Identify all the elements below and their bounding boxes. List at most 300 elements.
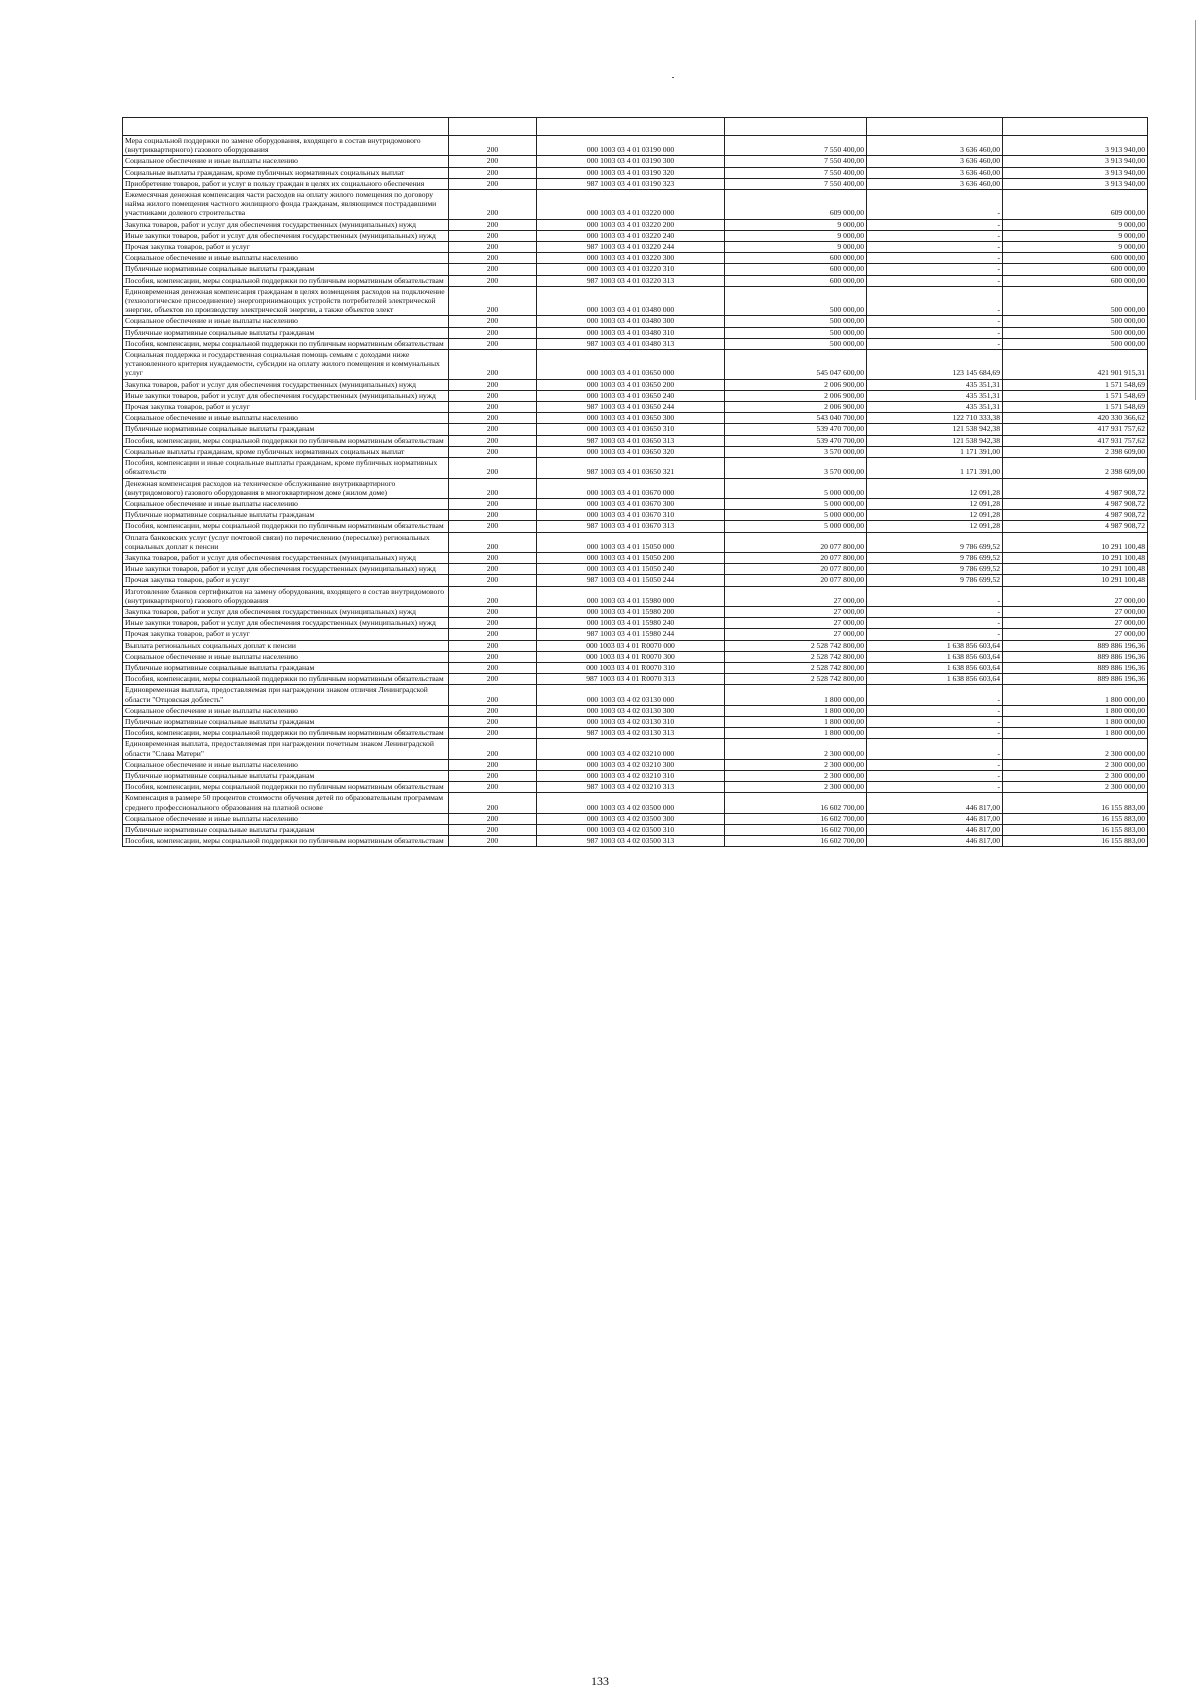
table-row bbox=[123, 286, 1148, 316]
row-remaining-amount-cell: 4 987 908,72 bbox=[1003, 498, 1148, 509]
table-row bbox=[123, 478, 1148, 498]
row-name-cell: Пособия, компенсации и иные социальные выплаты гражданам, кроме публичных нормативных обязательств bbox=[123, 458, 449, 478]
row-budget-code-cell: 000 1003 03 4 01 03650 000 bbox=[537, 350, 725, 380]
row-remaining-amount-cell: 4 987 908,72 bbox=[1003, 521, 1148, 532]
row-remaining-amount-cell: 600 000,00 bbox=[1003, 253, 1148, 264]
table-row bbox=[123, 640, 1148, 651]
table-row bbox=[123, 264, 1148, 275]
row-remaining-amount-cell: 417 931 757,62 bbox=[1003, 435, 1148, 446]
row-executed-amount-cell: 3 636 460,00 bbox=[867, 156, 1003, 167]
row-admin-code-cell: 200 bbox=[449, 606, 537, 617]
row-executed-amount-cell: - bbox=[867, 606, 1003, 617]
table-row bbox=[123, 552, 1148, 563]
table-row bbox=[123, 618, 1148, 629]
row-budget-code-cell: 000 1003 03 4 01 R0070 310 bbox=[537, 662, 725, 673]
row-remaining-amount-cell: 600 000,00 bbox=[1003, 275, 1148, 286]
row-name-cell: Закупка товаров, работ и услуг для обеспечения государственных (муниципальных) нужд bbox=[123, 606, 449, 617]
table-row bbox=[123, 716, 1148, 727]
row-remaining-amount-cell: 3 913 940,00 bbox=[1003, 167, 1148, 178]
row-executed-amount-cell: - bbox=[867, 253, 1003, 264]
row-budget-code-cell: 000 1003 03 4 01 03670 000 bbox=[537, 478, 725, 498]
row-remaining-amount-cell: 500 000,00 bbox=[1003, 327, 1148, 338]
table-row bbox=[123, 219, 1148, 230]
row-approved-amount-cell: 1 800 000,00 bbox=[725, 705, 867, 716]
row-executed-amount-cell: 121 538 942,38 bbox=[867, 424, 1003, 435]
row-name-cell: Публичные нормативные социальные выплаты гражданам bbox=[123, 770, 449, 781]
row-budget-code-cell: 000 1003 03 4 02 03210 300 bbox=[537, 759, 725, 770]
row-admin-code-cell: 200 bbox=[449, 716, 537, 727]
row-remaining-amount-cell: 1 800 000,00 bbox=[1003, 716, 1148, 727]
row-remaining-amount-cell: 27 000,00 bbox=[1003, 629, 1148, 640]
row-name-cell: Социальное обеспечение и иные выплаты населению bbox=[123, 316, 449, 327]
row-name-cell: Социальные выплаты гражданам, кроме публичных нормативных социальных выплат bbox=[123, 446, 449, 457]
row-approved-amount-cell: 20 077 800,00 bbox=[725, 564, 867, 575]
table-row bbox=[123, 167, 1148, 178]
row-admin-code-cell: 200 bbox=[449, 219, 537, 230]
row-name-cell: Пособия, компенсации, меры социальной поддержки по публичным нормативным обязательствам bbox=[123, 521, 449, 532]
row-budget-code-cell: 000 1003 03 4 01 03650 320 bbox=[537, 446, 725, 457]
table-row bbox=[123, 178, 1148, 189]
row-executed-amount-cell: 3 636 460,00 bbox=[867, 178, 1003, 189]
row-approved-amount-cell: 500 000,00 bbox=[725, 316, 867, 327]
row-remaining-amount-cell: 1 571 548,69 bbox=[1003, 390, 1148, 401]
scan-mark bbox=[672, 77, 674, 78]
row-admin-code-cell: 200 bbox=[449, 662, 537, 673]
row-admin-code-cell: 200 bbox=[449, 390, 537, 401]
row-remaining-amount-cell: 27 000,00 bbox=[1003, 586, 1148, 606]
row-approved-amount-cell: 16 602 700,00 bbox=[725, 793, 867, 813]
row-name-cell: Иные закупки товаров, работ и услуг для обеспечения государственных (муниципальных) нужд bbox=[123, 390, 449, 401]
row-name-cell: Социальные выплаты гражданам, кроме публичных нормативных социальных выплат bbox=[123, 167, 449, 178]
table-row bbox=[123, 413, 1148, 424]
row-executed-amount-cell: 1 638 856 603,64 bbox=[867, 640, 1003, 651]
row-budget-code-cell: 987 1003 03 4 01 03220 313 bbox=[537, 275, 725, 286]
row-remaining-amount-cell: 10 291 100,48 bbox=[1003, 575, 1148, 586]
table-row bbox=[123, 651, 1148, 662]
row-approved-amount-cell: 3 570 000,00 bbox=[725, 446, 867, 457]
row-approved-amount-cell: 27 000,00 bbox=[725, 629, 867, 640]
row-name-cell: Пособия, компенсации, меры социальной поддержки по публичным нормативным обязательствам bbox=[123, 674, 449, 685]
row-budget-code-cell: 000 1003 03 4 01 03190 000 bbox=[537, 136, 725, 156]
row-remaining-amount-cell: 1 571 548,69 bbox=[1003, 402, 1148, 413]
row-approved-amount-cell: 600 000,00 bbox=[725, 253, 867, 264]
row-budget-code-cell: 000 1003 03 4 01 03650 310 bbox=[537, 424, 725, 435]
row-approved-amount-cell: 500 000,00 bbox=[725, 286, 867, 316]
row-budget-code-cell: 000 1003 03 4 02 03130 310 bbox=[537, 716, 725, 727]
row-admin-code-cell: 200 bbox=[449, 685, 537, 705]
row-admin-code-cell: 200 bbox=[449, 424, 537, 435]
budget-execution-table bbox=[122, 117, 1148, 847]
row-remaining-amount-cell: 2 300 000,00 bbox=[1003, 770, 1148, 781]
row-remaining-amount-cell: 421 901 915,31 bbox=[1003, 350, 1148, 380]
row-remaining-amount-cell: 889 886 196,36 bbox=[1003, 651, 1148, 662]
row-executed-amount-cell: 9 786 699,52 bbox=[867, 552, 1003, 563]
table-row bbox=[123, 253, 1148, 264]
row-executed-amount-cell: - bbox=[867, 242, 1003, 253]
row-name-cell: Публичные нормативные социальные выплаты гражданам bbox=[123, 327, 449, 338]
row-executed-amount-cell: 12 091,28 bbox=[867, 510, 1003, 521]
row-approved-amount-cell: 20 077 800,00 bbox=[725, 575, 867, 586]
row-remaining-amount-cell: 9 000,00 bbox=[1003, 219, 1148, 230]
row-name-cell: Публичные нормативные социальные выплаты гражданам bbox=[123, 510, 449, 521]
row-approved-amount-cell: 5 000 000,00 bbox=[725, 498, 867, 509]
row-approved-amount-cell: 7 550 400,00 bbox=[725, 156, 867, 167]
row-admin-code-cell: 200 bbox=[449, 253, 537, 264]
row-remaining-amount-cell: 4 987 908,72 bbox=[1003, 478, 1148, 498]
row-approved-amount-cell: 20 077 800,00 bbox=[725, 552, 867, 563]
row-approved-amount-cell: 7 550 400,00 bbox=[725, 178, 867, 189]
row-executed-amount-cell: - bbox=[867, 685, 1003, 705]
row-admin-code-cell: 200 bbox=[449, 190, 537, 220]
row-remaining-amount-cell: 16 155 883,00 bbox=[1003, 813, 1148, 824]
row-approved-amount-cell: 9 000,00 bbox=[725, 230, 867, 241]
row-name-cell: Социальное обеспечение и иные выплаты населению bbox=[123, 156, 449, 167]
row-budget-code-cell: 000 1003 03 4 01 03220 240 bbox=[537, 230, 725, 241]
table-row bbox=[123, 136, 1148, 156]
row-budget-code-cell: 000 1003 03 4 01 03480 300 bbox=[537, 316, 725, 327]
row-executed-amount-cell: 446 817,00 bbox=[867, 836, 1003, 847]
row-approved-amount-cell: 2 528 742 800,00 bbox=[725, 640, 867, 651]
row-name-cell: Публичные нормативные социальные выплаты гражданам bbox=[123, 662, 449, 673]
row-budget-code-cell: 000 1003 03 4 01 03650 300 bbox=[537, 413, 725, 424]
row-approved-amount-cell: 7 550 400,00 bbox=[725, 136, 867, 156]
row-name-cell: Денежная компенсация расходов на техническое обслуживание внутриквартирного (внутридомового) газового оборудования в многоквартирном доме (жилом доме) bbox=[123, 478, 449, 498]
row-executed-amount-cell: 9 786 699,52 bbox=[867, 575, 1003, 586]
table-row bbox=[123, 379, 1148, 390]
row-admin-code-cell: 200 bbox=[449, 793, 537, 813]
row-admin-code-cell: 200 bbox=[449, 629, 537, 640]
row-executed-amount-cell: - bbox=[867, 629, 1003, 640]
row-executed-amount-cell: - bbox=[867, 759, 1003, 770]
row-approved-amount-cell: 600 000,00 bbox=[725, 264, 867, 275]
row-remaining-amount-cell: 10 291 100,48 bbox=[1003, 564, 1148, 575]
row-name-cell: Прочая закупка товаров, работ и услуг bbox=[123, 402, 449, 413]
row-admin-code-cell: 200 bbox=[449, 413, 537, 424]
row-approved-amount-cell: 2 300 000,00 bbox=[725, 782, 867, 793]
row-name-cell: Закупка товаров, работ и услуг для обеспечения государственных (муниципальных) нужд bbox=[123, 552, 449, 563]
row-name-cell: Пособия, компенсации, меры социальной поддержки по публичным нормативным обязательствам bbox=[123, 338, 449, 349]
row-approved-amount-cell: 27 000,00 bbox=[725, 586, 867, 606]
row-admin-code-cell: 200 bbox=[449, 156, 537, 167]
row-budget-code-cell: 000 1003 03 4 01 03190 320 bbox=[537, 167, 725, 178]
row-admin-code-cell: 200 bbox=[449, 242, 537, 253]
row-approved-amount-cell: 7 550 400,00 bbox=[725, 167, 867, 178]
row-admin-code-cell: 200 bbox=[449, 230, 537, 241]
row-admin-code-cell: 200 bbox=[449, 286, 537, 316]
row-budget-code-cell: 000 1003 03 4 01 15980 240 bbox=[537, 618, 725, 629]
row-remaining-amount-cell: 889 886 196,36 bbox=[1003, 674, 1148, 685]
row-admin-code-cell: 200 bbox=[449, 379, 537, 390]
row-approved-amount-cell: 545 047 600,00 bbox=[725, 350, 867, 380]
table-row bbox=[123, 759, 1148, 770]
row-admin-code-cell: 200 bbox=[449, 167, 537, 178]
row-admin-code-cell: 200 bbox=[449, 264, 537, 275]
row-approved-amount-cell: 2 300 000,00 bbox=[725, 739, 867, 759]
row-name-cell: Социальная поддержка и государственная социальная помощь семьям с доходами ниже установленного критерия нуждаемости, субсидии на оплату жилого помещения и коммунальных услуг bbox=[123, 350, 449, 380]
row-budget-code-cell: 000 1003 03 4 02 03210 000 bbox=[537, 739, 725, 759]
row-approved-amount-cell: 16 602 700,00 bbox=[725, 825, 867, 836]
row-admin-code-cell: 200 bbox=[449, 275, 537, 286]
row-budget-code-cell: 000 1003 03 4 02 03500 300 bbox=[537, 813, 725, 824]
row-executed-amount-cell: 12 091,28 bbox=[867, 478, 1003, 498]
row-approved-amount-cell: 9 000,00 bbox=[725, 242, 867, 253]
table-row bbox=[123, 705, 1148, 716]
row-executed-amount-cell: 435 351,31 bbox=[867, 379, 1003, 390]
row-admin-code-cell: 200 bbox=[449, 136, 537, 156]
row-name-cell: Социальное обеспечение и иные выплаты населению bbox=[123, 651, 449, 662]
row-budget-code-cell: 987 1003 03 4 01 R0070 313 bbox=[537, 674, 725, 685]
row-executed-amount-cell: - bbox=[867, 705, 1003, 716]
row-remaining-amount-cell: 1 800 000,00 bbox=[1003, 705, 1148, 716]
row-executed-amount-cell: 1 171 391,00 bbox=[867, 458, 1003, 478]
row-admin-code-cell: 200 bbox=[449, 640, 537, 651]
row-executed-amount-cell: 1 171 391,00 bbox=[867, 446, 1003, 457]
row-budget-code-cell: 987 1003 03 4 02 03130 313 bbox=[537, 728, 725, 739]
row-approved-amount-cell: 2 300 000,00 bbox=[725, 759, 867, 770]
scan-mark bbox=[1195, 20, 1196, 400]
row-name-cell: Социальное обеспечение и иные выплаты населению bbox=[123, 705, 449, 716]
row-remaining-amount-cell: 16 155 883,00 bbox=[1003, 836, 1148, 847]
row-executed-amount-cell: - bbox=[867, 316, 1003, 327]
row-name-cell: Социальное обеспечение и иные выплаты населению bbox=[123, 813, 449, 824]
row-name-cell: Прочая закупка товаров, работ и услуг bbox=[123, 629, 449, 640]
row-name-cell: Закупка товаров, работ и услуг для обеспечения государственных (муниципальных) нужд bbox=[123, 219, 449, 230]
row-executed-amount-cell: - bbox=[867, 770, 1003, 781]
table-row bbox=[123, 685, 1148, 705]
row-admin-code-cell: 200 bbox=[449, 435, 537, 446]
row-budget-code-cell: 987 1003 03 4 01 03220 244 bbox=[537, 242, 725, 253]
row-admin-code-cell: 200 bbox=[449, 836, 537, 847]
row-name-cell: Мера социальной поддержки по замене оборудования, входящего в состав внутридомового (внутриквартирного) газового оборудования bbox=[123, 136, 449, 156]
row-name-cell: Публичные нормативные социальные выплаты гражданам bbox=[123, 424, 449, 435]
row-approved-amount-cell: 543 040 700,00 bbox=[725, 413, 867, 424]
row-approved-amount-cell: 2 528 742 800,00 bbox=[725, 662, 867, 673]
row-budget-code-cell: 000 1003 03 4 01 03480 310 bbox=[537, 327, 725, 338]
row-remaining-amount-cell: 27 000,00 bbox=[1003, 606, 1148, 617]
row-name-cell: Иные закупки товаров, работ и услуг для обеспечения государственных (муниципальных) нужд bbox=[123, 564, 449, 575]
row-name-cell: Приобретение товаров, работ и услуг в пользу граждан в целях их социального обеспечения bbox=[123, 178, 449, 189]
row-executed-amount-cell: - bbox=[867, 716, 1003, 727]
row-approved-amount-cell: 9 000,00 bbox=[725, 219, 867, 230]
row-budget-code-cell: 000 1003 03 4 02 03210 310 bbox=[537, 770, 725, 781]
table-row bbox=[123, 662, 1148, 673]
row-executed-amount-cell: 121 538 942,38 bbox=[867, 435, 1003, 446]
row-remaining-amount-cell: 4 987 908,72 bbox=[1003, 510, 1148, 521]
row-remaining-amount-cell: 889 886 196,36 bbox=[1003, 640, 1148, 651]
row-admin-code-cell: 200 bbox=[449, 521, 537, 532]
table-row bbox=[123, 793, 1148, 813]
row-executed-amount-cell: - bbox=[867, 286, 1003, 316]
row-executed-amount-cell: 123 145 684,69 bbox=[867, 350, 1003, 380]
row-remaining-amount-cell: 2 300 000,00 bbox=[1003, 739, 1148, 759]
row-name-cell: Единовременная выплата, предоставляемая при награждении почетным знаком Ленинградской области "Слава Матери" bbox=[123, 739, 449, 759]
row-executed-amount-cell: - bbox=[867, 782, 1003, 793]
table-body bbox=[123, 118, 1148, 847]
table-row bbox=[123, 606, 1148, 617]
row-approved-amount-cell: 2 006 900,00 bbox=[725, 402, 867, 413]
row-executed-amount-cell: 435 351,31 bbox=[867, 402, 1003, 413]
row-executed-amount-cell: - bbox=[867, 586, 1003, 606]
row-name-cell: Оплата банковских услуг (услуг почтовой связи) по перечислению (пересылке) региональных социальных доплат к пенсии bbox=[123, 532, 449, 552]
row-budget-code-cell: 000 1003 03 4 02 03130 000 bbox=[537, 685, 725, 705]
row-executed-amount-cell: - bbox=[867, 327, 1003, 338]
table-row bbox=[123, 190, 1148, 220]
row-approved-amount-cell: 27 000,00 bbox=[725, 606, 867, 617]
row-name-cell: Пособия, компенсации, меры социальной поддержки по публичным нормативным обязательствам bbox=[123, 275, 449, 286]
row-executed-amount-cell: 1 638 856 603,64 bbox=[867, 674, 1003, 685]
row-approved-amount-cell: 5 000 000,00 bbox=[725, 521, 867, 532]
row-budget-code-cell: 000 1003 03 4 01 03480 000 bbox=[537, 286, 725, 316]
table-row bbox=[123, 575, 1148, 586]
row-approved-amount-cell: 2 528 742 800,00 bbox=[725, 674, 867, 685]
row-admin-code-cell: 200 bbox=[449, 552, 537, 563]
row-budget-code-cell: 000 1003 03 4 02 03500 310 bbox=[537, 825, 725, 836]
row-approved-amount-cell: 27 000,00 bbox=[725, 618, 867, 629]
row-budget-code-cell: 987 1003 03 4 02 03210 313 bbox=[537, 782, 725, 793]
row-name-cell: Прочая закупка товаров, работ и услуг bbox=[123, 242, 449, 253]
row-budget-code-cell: 000 1003 03 4 01 03220 000 bbox=[537, 190, 725, 220]
row-name-cell: Публичные нормативные социальные выплаты гражданам bbox=[123, 716, 449, 727]
row-name-cell: Изготовление бланков сертификатов на замену оборудования, входящего в состав внутридомового (внутриквартирного) газового оборудования bbox=[123, 586, 449, 606]
table-row bbox=[123, 825, 1148, 836]
row-remaining-amount-cell: 9 000,00 bbox=[1003, 230, 1148, 241]
row-budget-code-cell: 987 1003 03 4 02 03500 313 bbox=[537, 836, 725, 847]
row-budget-code-cell: 000 1003 03 4 01 03670 310 bbox=[537, 510, 725, 521]
row-remaining-amount-cell: 10 291 100,48 bbox=[1003, 532, 1148, 552]
row-remaining-amount-cell: 600 000,00 bbox=[1003, 264, 1148, 275]
table-row bbox=[123, 813, 1148, 824]
row-admin-code-cell: 200 bbox=[449, 705, 537, 716]
row-remaining-amount-cell: 3 913 940,00 bbox=[1003, 136, 1148, 156]
table-row bbox=[123, 435, 1148, 446]
row-approved-amount-cell: 16 602 700,00 bbox=[725, 813, 867, 824]
table-row bbox=[123, 458, 1148, 478]
row-budget-code-cell: 000 1003 03 4 01 15050 240 bbox=[537, 564, 725, 575]
table-row bbox=[123, 424, 1148, 435]
row-executed-amount-cell: 9 786 699,52 bbox=[867, 564, 1003, 575]
table-row bbox=[123, 728, 1148, 739]
row-remaining-amount-cell: 500 000,00 bbox=[1003, 338, 1148, 349]
table-row bbox=[123, 446, 1148, 457]
row-budget-code-cell: 987 1003 03 4 01 03650 313 bbox=[537, 435, 725, 446]
row-executed-amount-cell: 12 091,28 bbox=[867, 521, 1003, 532]
row-executed-amount-cell: - bbox=[867, 739, 1003, 759]
table-row bbox=[123, 230, 1148, 241]
table-row bbox=[123, 836, 1148, 847]
table-row bbox=[123, 350, 1148, 380]
row-budget-code-cell: 987 1003 03 4 01 03190 323 bbox=[537, 178, 725, 189]
table-row bbox=[123, 498, 1148, 509]
row-approved-amount-cell: 1 800 000,00 bbox=[725, 728, 867, 739]
row-admin-code-cell: 200 bbox=[449, 532, 537, 552]
row-name-cell: Пособия, компенсации, меры социальной поддержки по публичным нормативным обязательствам bbox=[123, 782, 449, 793]
row-name-cell: Пособия, компенсации, меры социальной поддержки по публичным нормативным обязательствам bbox=[123, 435, 449, 446]
row-budget-code-cell: 987 1003 03 4 01 15980 244 bbox=[537, 629, 725, 640]
row-approved-amount-cell: 1 800 000,00 bbox=[725, 716, 867, 727]
row-name-cell: Публичные нормативные социальные выплаты гражданам bbox=[123, 264, 449, 275]
row-admin-code-cell: 200 bbox=[449, 458, 537, 478]
row-approved-amount-cell: 539 470 700,00 bbox=[725, 435, 867, 446]
row-name-cell: Компенсация в размере 50 процентов стоимости обучения детей по образовательным программам среднего профессионального образования на платной основе bbox=[123, 793, 449, 813]
row-budget-code-cell: 000 1003 03 4 01 R0070 300 bbox=[537, 651, 725, 662]
row-executed-amount-cell: - bbox=[867, 219, 1003, 230]
table-row bbox=[123, 510, 1148, 521]
row-approved-amount-cell: 5 000 000,00 bbox=[725, 510, 867, 521]
table-row bbox=[123, 521, 1148, 532]
row-admin-code-cell: 200 bbox=[449, 564, 537, 575]
row-approved-amount-cell: 600 000,00 bbox=[725, 275, 867, 286]
row-executed-amount-cell: - bbox=[867, 264, 1003, 275]
row-approved-amount-cell: 500 000,00 bbox=[725, 338, 867, 349]
row-remaining-amount-cell: 417 931 757,62 bbox=[1003, 424, 1148, 435]
row-approved-amount-cell: 2 528 742 800,00 bbox=[725, 651, 867, 662]
row-remaining-amount-cell: 500 000,00 bbox=[1003, 286, 1148, 316]
row-budget-code-cell: 987 1003 03 4 01 03650 244 bbox=[537, 402, 725, 413]
row-executed-amount-cell: 122 710 333,38 bbox=[867, 413, 1003, 424]
table-row bbox=[123, 739, 1148, 759]
row-budget-code-cell: 000 1003 03 4 01 03220 310 bbox=[537, 264, 725, 275]
row-budget-code-cell: 987 1003 03 4 01 03650 321 bbox=[537, 458, 725, 478]
row-budget-code-cell: 987 1003 03 4 01 15050 244 bbox=[537, 575, 725, 586]
table-row bbox=[123, 674, 1148, 685]
table-row bbox=[123, 629, 1148, 640]
row-budget-code-cell: 000 1003 03 4 01 03650 240 bbox=[537, 390, 725, 401]
row-admin-code-cell: 200 bbox=[449, 446, 537, 457]
row-admin-code-cell: 200 bbox=[449, 575, 537, 586]
row-remaining-amount-cell: 420 330 366,62 bbox=[1003, 413, 1148, 424]
table-row bbox=[123, 327, 1148, 338]
row-budget-code-cell: 000 1003 03 4 01 03670 300 bbox=[537, 498, 725, 509]
row-budget-code-cell: 000 1003 03 4 01 R0070 000 bbox=[537, 640, 725, 651]
row-name-cell: Социальное обеспечение и иные выплаты населению bbox=[123, 759, 449, 770]
row-remaining-amount-cell: 10 291 100,48 bbox=[1003, 552, 1148, 563]
row-remaining-amount-cell: 2 300 000,00 bbox=[1003, 782, 1148, 793]
row-budget-code-cell: 000 1003 03 4 01 15050 200 bbox=[537, 552, 725, 563]
row-executed-amount-cell: 446 817,00 bbox=[867, 825, 1003, 836]
row-name-cell: Социальное обеспечение и иные выплаты населению bbox=[123, 413, 449, 424]
row-remaining-amount-cell: 16 155 883,00 bbox=[1003, 825, 1148, 836]
row-budget-code-cell: 000 1003 03 4 01 15980 200 bbox=[537, 606, 725, 617]
row-admin-code-cell: 200 bbox=[449, 178, 537, 189]
table-row bbox=[123, 564, 1148, 575]
table-row bbox=[123, 242, 1148, 253]
row-remaining-amount-cell: 9 000,00 bbox=[1003, 242, 1148, 253]
row-name-cell: Единовременная выплата, предоставляемая при награждении знаком отличия Ленинградской области "Отцовская доблесть" bbox=[123, 685, 449, 705]
table-row bbox=[123, 532, 1148, 552]
row-executed-amount-cell: 446 817,00 bbox=[867, 793, 1003, 813]
row-admin-code-cell: 200 bbox=[449, 728, 537, 739]
row-approved-amount-cell: 539 470 700,00 bbox=[725, 424, 867, 435]
row-budget-code-cell: 000 1003 03 4 01 03220 300 bbox=[537, 253, 725, 264]
row-remaining-amount-cell: 889 886 196,36 bbox=[1003, 662, 1148, 673]
row-approved-amount-cell: 2 006 900,00 bbox=[725, 379, 867, 390]
row-remaining-amount-cell: 1 800 000,00 bbox=[1003, 685, 1148, 705]
row-admin-code-cell: 200 bbox=[449, 770, 537, 781]
table-row bbox=[123, 586, 1148, 606]
page-number: 133 bbox=[591, 1674, 609, 1688]
row-executed-amount-cell: - bbox=[867, 618, 1003, 629]
row-budget-code-cell: 000 1003 03 4 02 03130 300 bbox=[537, 705, 725, 716]
row-name-cell: Социальное обеспечение и иные выплаты населению bbox=[123, 253, 449, 264]
table-row bbox=[123, 782, 1148, 793]
table-row bbox=[123, 338, 1148, 349]
row-remaining-amount-cell: 2 300 000,00 bbox=[1003, 759, 1148, 770]
row-executed-amount-cell: 9 786 699,52 bbox=[867, 532, 1003, 552]
row-approved-amount-cell: 2 006 900,00 bbox=[725, 390, 867, 401]
row-executed-amount-cell: 1 638 856 603,64 bbox=[867, 662, 1003, 673]
row-approved-amount-cell: 609 000,00 bbox=[725, 190, 867, 220]
row-executed-amount-cell: 3 636 460,00 bbox=[867, 167, 1003, 178]
